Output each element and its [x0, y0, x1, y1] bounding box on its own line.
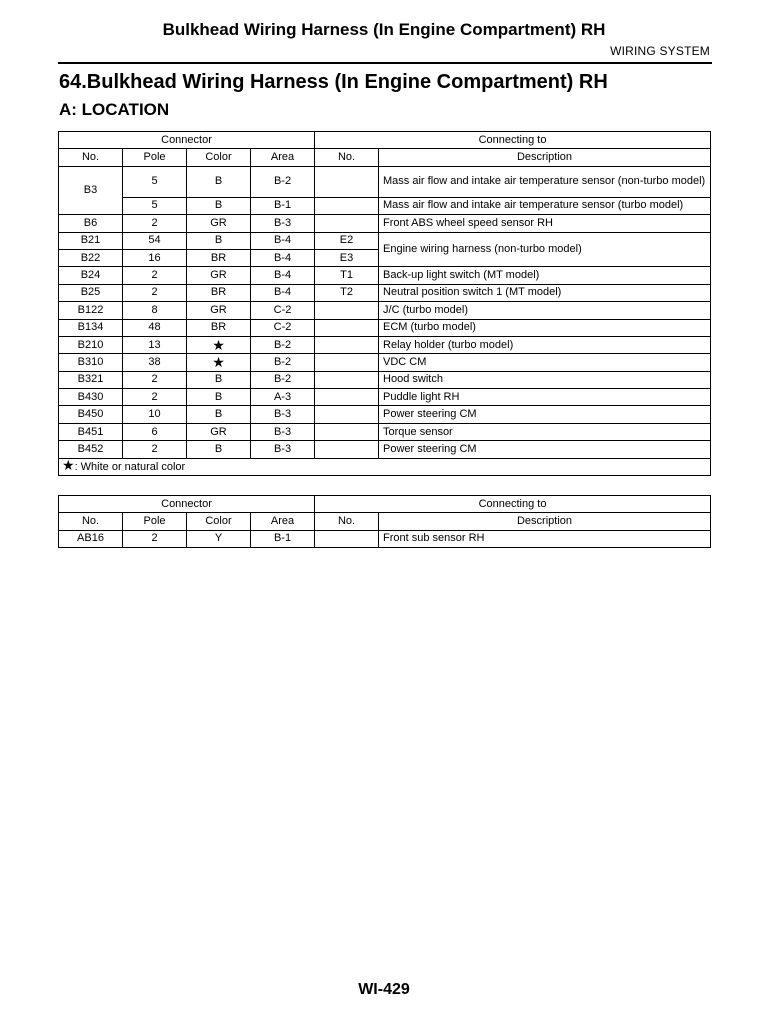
- description: Neutral position switch 1 (MT model): [379, 284, 711, 301]
- connecting-no: [315, 302, 379, 319]
- connector-no: B452: [59, 441, 123, 458]
- pole: 16: [123, 249, 187, 266]
- description: Puddle light RH: [379, 389, 711, 406]
- description: J/C (turbo model): [379, 302, 711, 319]
- connector-no: B21: [59, 232, 123, 249]
- connector-no: B22: [59, 249, 123, 266]
- connecting-no: [315, 389, 379, 406]
- area: B-4: [251, 232, 315, 249]
- description: Back-up light switch (MT model): [379, 267, 711, 284]
- connecting-no: E2: [315, 232, 379, 249]
- table-row: [59, 406, 711, 423]
- footnote-text: : White or natural color: [74, 461, 186, 474]
- subheading: A: LOCATION: [59, 100, 170, 119]
- area: B-3: [251, 423, 315, 440]
- table-row: [59, 336, 711, 353]
- section-label: WIRING SYSTEM: [610, 44, 710, 58]
- area: B-3: [251, 215, 315, 232]
- area: B-1: [251, 197, 315, 214]
- description: Power steering CM: [379, 441, 711, 458]
- connector-no: B450: [59, 406, 123, 423]
- connecting-no: T1: [315, 267, 379, 284]
- pole: 2: [123, 267, 187, 284]
- star-icon: ★: [187, 336, 251, 353]
- connector-no: B25: [59, 284, 123, 301]
- header-no: No.: [59, 513, 123, 530]
- pole: 5: [123, 197, 187, 214]
- area: B-2: [251, 354, 315, 371]
- description: Mass air flow and intake air temperature sensor (non-turbo model): [379, 166, 711, 197]
- connecting-no: [315, 354, 379, 371]
- connector-table-1: [58, 131, 711, 476]
- star-icon: ★: [62, 457, 75, 474]
- header-conn-no: No.: [315, 513, 379, 530]
- table-row: [59, 530, 711, 547]
- connector-no: B3: [59, 166, 123, 214]
- color: B: [187, 371, 251, 388]
- color: BR: [187, 319, 251, 336]
- pole: 5: [123, 166, 187, 197]
- pole: 2: [123, 371, 187, 388]
- description: Power steering CM: [379, 406, 711, 423]
- description: Mass air flow and intake air temperature sensor (turbo model): [379, 197, 711, 214]
- connecting-no: [315, 166, 379, 197]
- pole: 48: [123, 319, 187, 336]
- area: B-4: [251, 249, 315, 266]
- header-rule: [58, 62, 712, 64]
- color: B: [187, 389, 251, 406]
- area: B-2: [251, 371, 315, 388]
- description: Relay holder (turbo model): [379, 336, 711, 353]
- connecting-no: [315, 406, 379, 423]
- pole: 10: [123, 406, 187, 423]
- area: B-1: [251, 530, 315, 547]
- pole: 2: [123, 389, 187, 406]
- connecting-no: [315, 336, 379, 353]
- pole: 38: [123, 354, 187, 371]
- color: GR: [187, 215, 251, 232]
- color: GR: [187, 423, 251, 440]
- pole: 6: [123, 423, 187, 440]
- footnote-row: [59, 458, 711, 475]
- color: GR: [187, 302, 251, 319]
- pole: 13: [123, 336, 187, 353]
- area: B-2: [251, 336, 315, 353]
- header-area: Area: [251, 513, 315, 530]
- footnote: [59, 458, 711, 475]
- color: BR: [187, 284, 251, 301]
- pole: 2: [123, 530, 187, 547]
- table-row: [59, 166, 711, 197]
- pole: 2: [123, 441, 187, 458]
- connector-no: B321: [59, 371, 123, 388]
- description: Engine wiring harness (non-turbo model): [379, 232, 711, 267]
- area: A-3: [251, 389, 315, 406]
- header-connector: Connector: [59, 496, 315, 513]
- area: B-4: [251, 267, 315, 284]
- header-color: Color: [187, 513, 251, 530]
- table-row: [59, 232, 711, 249]
- area: C-2: [251, 302, 315, 319]
- table-row: [59, 441, 711, 458]
- table-row: [59, 389, 711, 406]
- color: B: [187, 197, 251, 214]
- area: B-3: [251, 441, 315, 458]
- color: B: [187, 406, 251, 423]
- header-no: No.: [59, 149, 123, 166]
- table-row: [59, 319, 711, 336]
- connector-no: B451: [59, 423, 123, 440]
- area: C-2: [251, 319, 315, 336]
- connecting-no: [315, 319, 379, 336]
- header-description: Description: [379, 149, 711, 166]
- connecting-no: [315, 423, 379, 440]
- connector-no: B24: [59, 267, 123, 284]
- table-row: [59, 302, 711, 319]
- table-row: [59, 267, 711, 284]
- connecting-no: T2: [315, 284, 379, 301]
- connector-no: B210: [59, 336, 123, 353]
- color: B: [187, 232, 251, 249]
- description: VDC CM: [379, 354, 711, 371]
- header-pole: Pole: [123, 149, 187, 166]
- connector-no: B6: [59, 215, 123, 232]
- page-title: 64.Bulkhead Wiring Harness (In Engine Compartment) RH: [59, 71, 608, 93]
- header-area: Area: [251, 149, 315, 166]
- star-icon: ★: [187, 354, 251, 371]
- table-row: [59, 197, 711, 214]
- header-pole: Pole: [123, 513, 187, 530]
- connector-no: B310: [59, 354, 123, 371]
- connecting-no: [315, 197, 379, 214]
- page-number: WI-429: [358, 981, 410, 998]
- pole: 8: [123, 302, 187, 319]
- pole: 2: [123, 215, 187, 232]
- connector-no: B134: [59, 319, 123, 336]
- description: Hood switch: [379, 371, 711, 388]
- description: Front sub sensor RH: [379, 530, 711, 547]
- connector-table-2: [58, 495, 711, 548]
- area: B-3: [251, 406, 315, 423]
- color: BR: [187, 249, 251, 266]
- table-row: [59, 284, 711, 301]
- description: Front ABS wheel speed sensor RH: [379, 215, 711, 232]
- connecting-no: [315, 215, 379, 232]
- table-row: [59, 215, 711, 232]
- table-row: [59, 371, 711, 388]
- connector-no: B122: [59, 302, 123, 319]
- connector-no: B430: [59, 389, 123, 406]
- description: Torque sensor: [379, 423, 711, 440]
- header-conn-no: No.: [315, 149, 379, 166]
- pole: 54: [123, 232, 187, 249]
- area: B-2: [251, 166, 315, 197]
- connecting-no: [315, 441, 379, 458]
- connecting-no: [315, 530, 379, 547]
- table-row: [59, 354, 711, 371]
- pole: 2: [123, 284, 187, 301]
- header-color: Color: [187, 149, 251, 166]
- color: Y: [187, 530, 251, 547]
- color: B: [187, 441, 251, 458]
- connecting-no: [315, 371, 379, 388]
- area: B-4: [251, 284, 315, 301]
- table-row: [59, 423, 711, 440]
- header-connecting-to: Connecting to: [315, 132, 711, 149]
- color: B: [187, 166, 251, 197]
- connecting-no: E3: [315, 249, 379, 266]
- header-connecting-to: Connecting to: [315, 496, 711, 513]
- color: GR: [187, 267, 251, 284]
- description: ECM (turbo model): [379, 319, 711, 336]
- running-header-title: Bulkhead Wiring Harness (In Engine Compartment) RH: [162, 20, 606, 39]
- header-description: Description: [379, 513, 711, 530]
- connector-no: AB16: [59, 530, 123, 547]
- header-connector: Connector: [59, 132, 315, 149]
